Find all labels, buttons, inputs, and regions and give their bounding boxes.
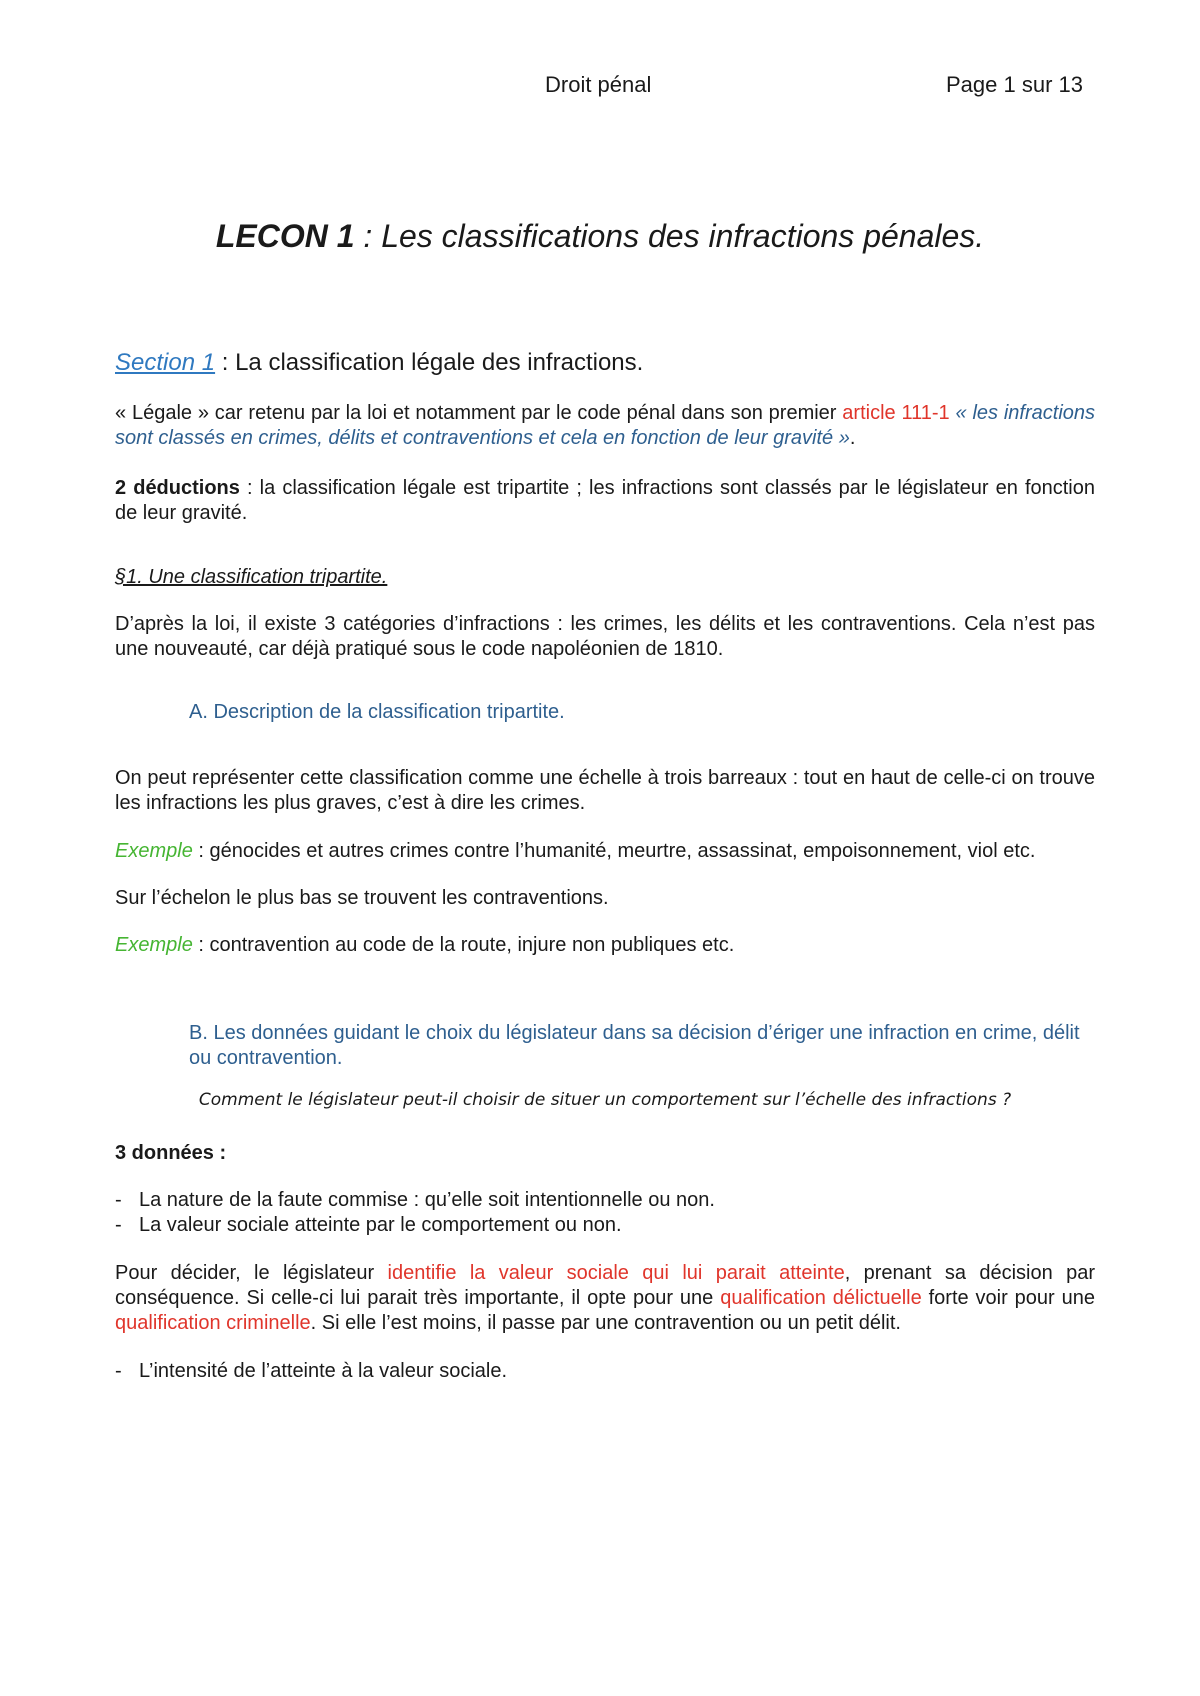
decision-text-3: forte voir pour une [921,1287,1095,1309]
data-list-2 [115,1359,1095,1384]
example1-paragraph [115,839,1095,864]
data-label: 3 données [115,1142,214,1164]
example2-text: : contravention au code de la route, injure non publiques etc. [192,934,735,956]
section-heading-text: : La classification légale des infractions. [215,349,644,376]
data-colon: : [213,1142,227,1164]
decision-text-2: , prenant sa décision par conséquence. Si celle-ci lui parait très importante, il opte pour une [115,1262,1096,1309]
intro-paragraph [115,401,1095,451]
deductions-text: : la classification légale est tripartite ; les infractions sont classés par le législateur en fonction de leur gravité. [115,477,1095,524]
decision-highlight-2: qualification délictuelle [720,1287,922,1309]
intro-end: . [849,427,856,449]
lesson-number: LECON 1 [215,218,355,254]
list-item: - La nature de la faute commise : qu’elle soit intentionnelle ou non. [115,1188,1095,1213]
lesson-title [0,218,1200,255]
header-page-number: Page 1 sur 13 [946,72,1083,97]
example2-label: Exemple [115,934,193,956]
data-heading [115,1141,1095,1166]
intro-text: « Légale » car retenu par la loi et notamment par le code pénal dans son premier [115,402,843,424]
deductions-paragraph [115,476,1095,526]
subsection-a-text2: Sur l’échelon le plus bas se trouvent les contraventions. [115,887,609,909]
guiding-question: Comment le législateur peut-il choisir de situer un comportement sur l’échelle des infractions ? [198,1090,1012,1110]
subsection-a-title: A. Description de la classification tripartite. [189,701,565,723]
decision-paragraph [115,1261,1095,1336]
deductions-label: 2 déductions [115,477,240,499]
data-list [115,1188,1095,1238]
section-heading [115,348,1095,378]
lesson-title-text: : Les classifications des infractions pénales. [354,218,985,254]
decision-highlight-1: identifie la valeur sociale qui lui parait atteinte [387,1262,845,1284]
example1-text: : génocides et autres crimes contre l’humanité, meurtre, assassinat, empoisonnement, viol etc. [192,840,1036,862]
list-item: - La valeur sociale atteinte par le comportement ou non. [115,1213,1095,1238]
section-link[interactable]: Section 1 [115,349,216,376]
decision-highlight-3: qualification criminelle [115,1312,311,1334]
decision-text-4: . Si elle l’est moins, il passe par une contravention ou un petit délit. [310,1312,901,1334]
article-quote: « les infractions sont classés en crimes, délits et contraventions et cela en fonction de leur gravité » [115,402,1096,449]
example1-label: Exemple [115,840,193,862]
list-item: - L’intensité de l’atteinte à la valeur sociale. [115,1359,1095,1384]
article-reference: article 111-1 [842,402,950,424]
decision-text-1: Pour décider, le législateur [115,1262,388,1284]
example2-paragraph [115,933,1095,958]
header-course: Droit pénal [545,72,652,97]
subsection-b-title: B. Les données guidant le choix du législateur dans sa décision d’ériger une infraction en crime, délit ou contravention. [189,1022,1080,1069]
subsection-a-text1: On peut représenter cette classification comme une échelle à trois barreaux : tout en haut de celle-ci on trouve les infractions les plus graves, c’est à dire les crimes. [115,767,1095,814]
paragraph1-title: §1. Une classification tripartite. [115,566,388,588]
document-body [115,348,1095,1384]
paragraph1-text: D’après la loi, il existe 3 catégories d’infractions : les crimes, les délits et les contraventions. Cela n’est pas une nouveauté, car déjà pratiqué sous le code napoléonien de 1810. [115,613,1095,660]
